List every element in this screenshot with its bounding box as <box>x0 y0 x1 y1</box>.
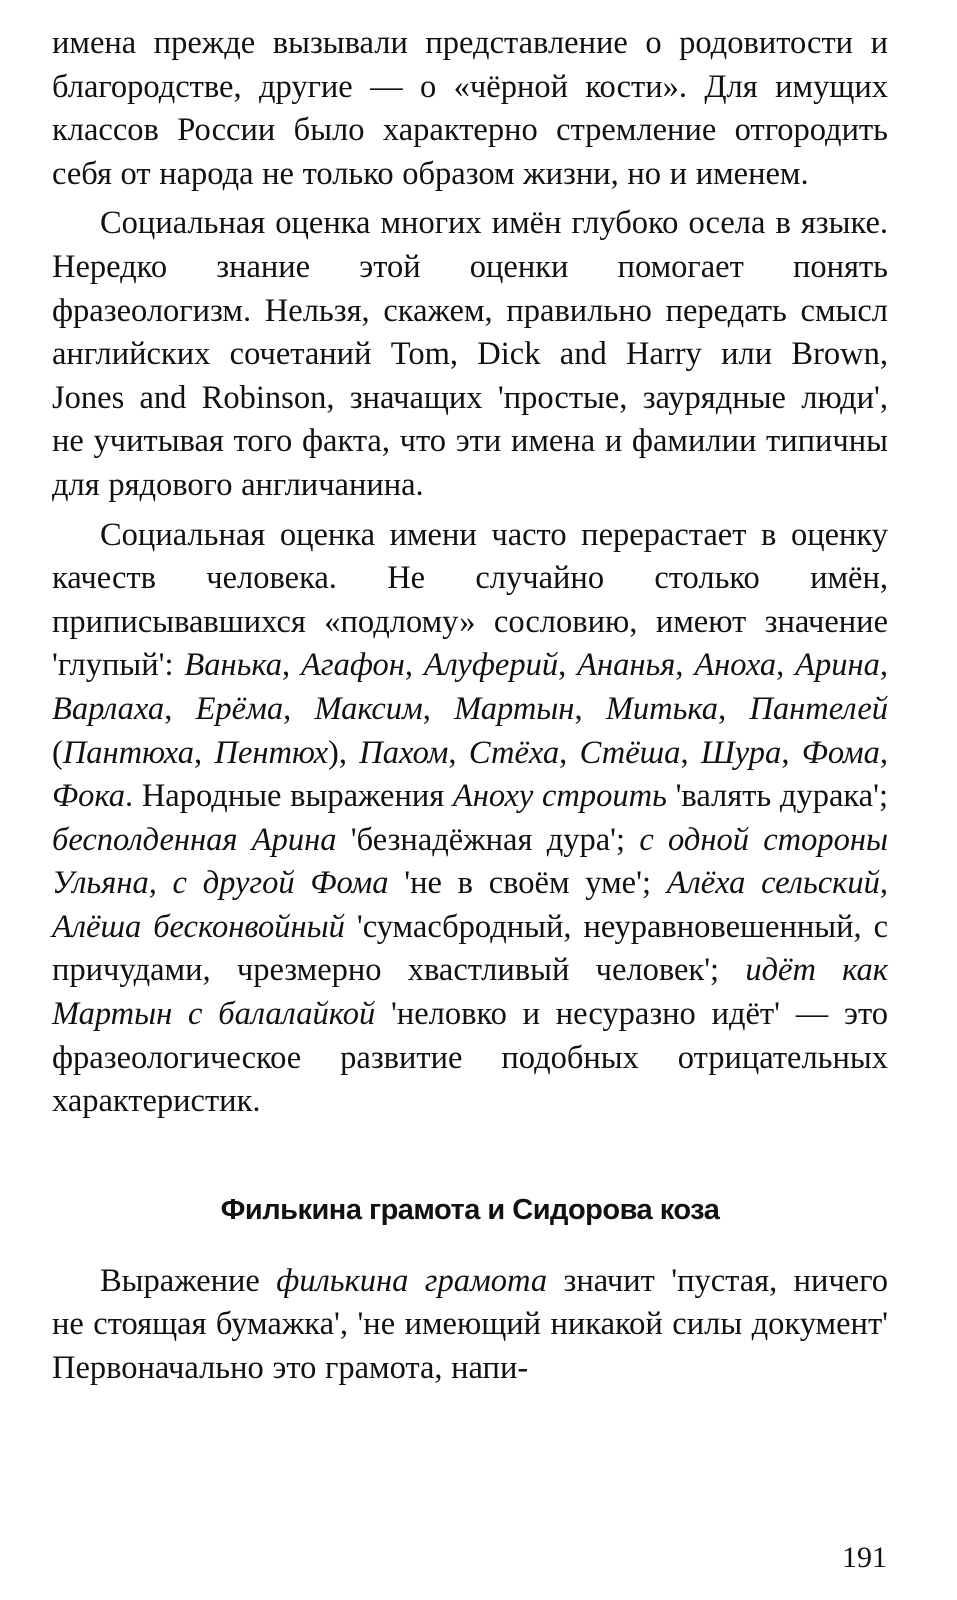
page-number: 191 <box>842 1541 887 1574</box>
italic-example: Стёша <box>579 734 681 771</box>
text-run: , <box>194 734 215 771</box>
italic-example: Пентюх <box>214 734 329 771</box>
italic-example: Варлаха <box>52 690 165 727</box>
text-run: , <box>559 734 580 771</box>
text-run: , <box>675 647 695 684</box>
text-run: ), <box>328 734 360 771</box>
paragraph <box>52 202 888 507</box>
text-run: имена прежде вызывали представление о родовитости и благородстве, другие — о «чёрной кости». Для имущих классов России было характерно стремление отгородить себя от народа не только образом жизни, но и именем. <box>52 25 888 192</box>
text-run: Выражение <box>100 1262 277 1299</box>
italic-example: Аноха <box>694 647 777 684</box>
text-run: Социальная оценка многих имён глубоко осела в языке. Нередко знание этой оценки помогает понять фразеологизм. Нельзя, скажем, правильно передать смысл английских сочетаний Tom, Dick and Harry или Brown, Jones and Robinson, значащих 'простые, заурядные люди', не учитывая того факта, что эти имена и фамилии типичны для рядового англичанина. <box>52 205 888 503</box>
text-run: Социальная оценка имени часто перерастает в оценку качеств человека. Не случайно столько имён, приписывавшихся «подлому» сословию, имеют значение 'глупый': <box>52 516 888 684</box>
italic-example: Алёха сельский <box>666 865 880 902</box>
italic-example: Ванька <box>184 647 283 684</box>
italic-example: Алёша бесконвойный <box>52 908 345 945</box>
text-run: ( <box>52 734 63 771</box>
italic-example: филькина грамота <box>276 1262 548 1299</box>
text-run: 'сумасбродный, неуравновешенный, с причудами, чрезмерно хвастливый человек'; <box>52 908 888 989</box>
text-run: . Народные выражения <box>125 778 453 815</box>
text-run: , <box>283 690 315 727</box>
text-run: , <box>574 690 606 727</box>
italic-example: Алуферий <box>423 647 559 684</box>
italic-example: Ерёма <box>195 690 284 727</box>
section-heading: Филькина грамота и Сидорова коза <box>220 1193 720 1226</box>
italic-example: Шура <box>700 734 782 771</box>
italic-example: Пантюха <box>62 734 195 771</box>
italic-example: с одной стороны Ульяна, с другой Фома <box>52 821 889 902</box>
text-run: 'неловко и несуразно идёт' — это фразеологическое развитие подобных отрицательных характеристик. <box>52 996 888 1120</box>
italic-example: Фока <box>52 778 126 815</box>
italic-example: Стёха <box>468 734 560 771</box>
italic-example: Ананья <box>577 647 676 684</box>
text-run: , <box>879 865 888 902</box>
text-run: , <box>680 734 701 771</box>
text-run: , <box>781 734 802 771</box>
book-page <box>52 22 888 1391</box>
text-run: , <box>422 690 455 727</box>
italic-example: Фома <box>801 734 880 771</box>
italic-example: Пантелей <box>749 690 889 727</box>
italic-example: Пахом <box>359 734 449 771</box>
paragraph <box>52 22 888 196</box>
text-run: 'валять дурака'; <box>666 778 888 815</box>
italic-example: Мартын <box>454 690 575 727</box>
italic-example: Митька <box>605 690 719 727</box>
body-text-after-heading <box>52 1260 888 1391</box>
italic-example: Аноху строить <box>452 778 667 815</box>
italic-example: бесполденная Арина <box>52 821 337 858</box>
text-run: , <box>879 734 889 771</box>
paragraph <box>52 514 888 1124</box>
text-run: значит 'пустая, ничего не стоящая бумажка', 'не имеющий никакой силы документ' Первоначально это грамота, напи- <box>52 1262 888 1387</box>
paragraph <box>52 1260 888 1391</box>
text-run: , <box>718 690 750 727</box>
text-run: 'безнадёжная дура'; <box>336 821 640 858</box>
text-run: , <box>282 647 302 684</box>
text-run: 'не в своём уме'; <box>388 865 667 902</box>
text-run: , <box>558 647 578 684</box>
body-text <box>52 22 888 1124</box>
text-run: , <box>776 647 796 684</box>
text-run: , <box>404 647 424 684</box>
text-run: , <box>879 647 888 684</box>
italic-example: идёт как Мартын с балалайкой <box>52 952 888 1033</box>
text-run: , <box>448 734 469 771</box>
text-run: , <box>164 690 196 727</box>
italic-example: Агафон <box>301 647 405 684</box>
italic-example: Арина <box>795 647 880 684</box>
italic-example: Максим <box>314 690 423 727</box>
